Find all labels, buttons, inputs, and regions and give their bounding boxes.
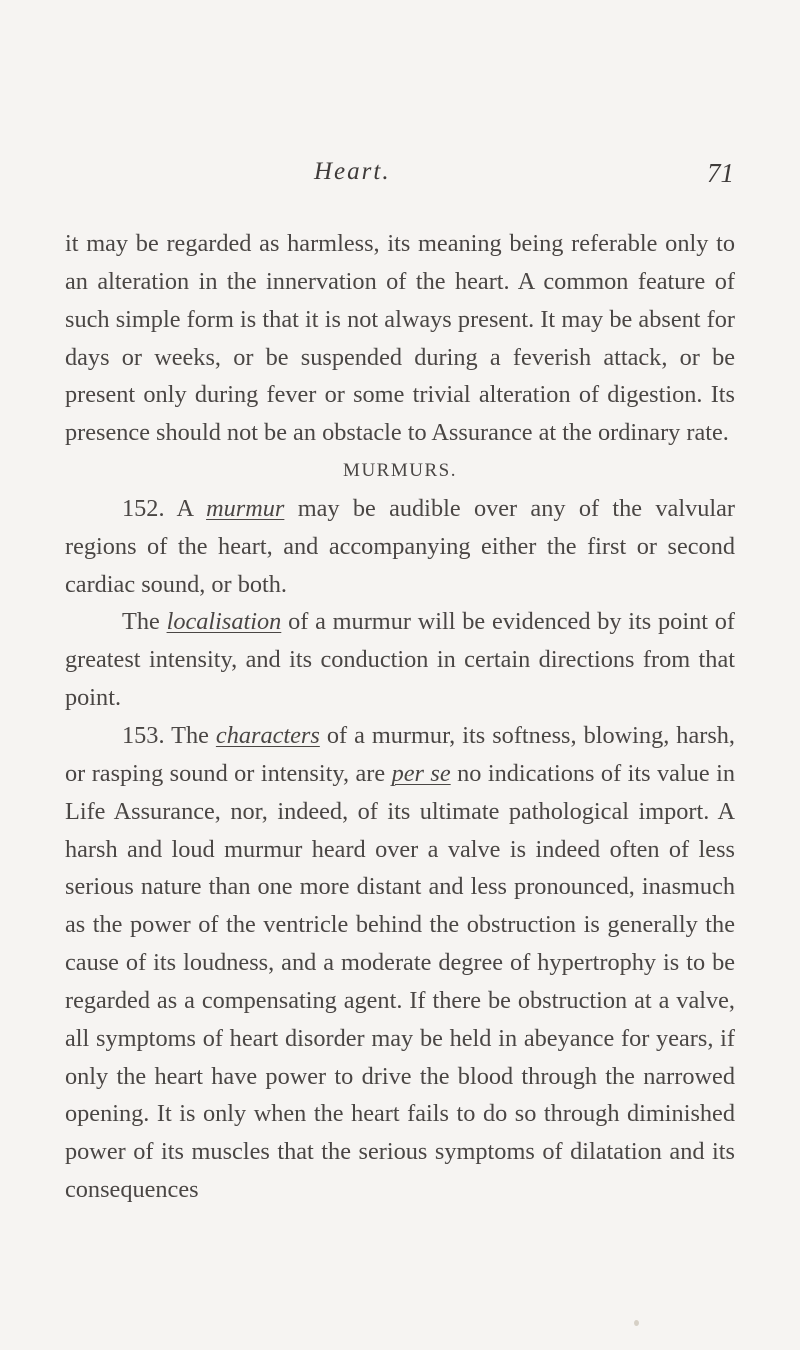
paragraph-text: may be audible over any of the valvular regions of the heart, and accompanying either the first or second cardiac sound, or both. <box>65 494 735 598</box>
paragraph-152 <box>65 490 735 604</box>
paragraph-text: no indications of its value in Life Assurance, nor, indeed, of its ultimate pathological import. A harsh and loud murmur heard over a valve is indeed often of less serious nature than one more distant and less pronounced, inasmuch as the power of the ventricle behind the obstruction is generally the cause of its loudness, and a moderate degree of hypertrophy is to be regarded as a compensating agent. If there be obstruction at a valve, all symptoms of heart disorder may be held in abeyance for years, if only the heart have power to drive the blood through the narrowed opening. It is only when the heart fails to do so through diminished power of its muscles that the serious symptoms of dilatation and its consequences <box>65 759 735 1204</box>
paragraph-text: A <box>176 494 193 522</box>
emphasized-term: murmur <box>206 494 285 522</box>
paragraph-text: The <box>122 608 160 636</box>
section-heading: MURMURS. <box>343 460 457 482</box>
paragraph-number: 152. <box>122 494 165 522</box>
running-head <box>314 158 734 198</box>
body-text <box>65 225 735 1209</box>
emphasized-term: per se <box>391 759 451 787</box>
paragraph-text: of a murmur will be evidenced by its point of greatest intensity, and its conduction in certain directions from that point. <box>65 608 735 712</box>
running-title: Heart. <box>314 158 391 185</box>
paragraph-text: of a murmur, its softness, blowing, harsh, or rasping sound or intensity, are <box>65 721 736 787</box>
paper-speck <box>634 1320 639 1326</box>
paragraph-153 <box>65 717 735 1209</box>
paragraph-localisation <box>65 603 735 717</box>
page-number: 71 <box>707 158 734 188</box>
paragraph-text: The <box>171 721 209 749</box>
paragraph-continued: it may be regarded as harmless, its meaning being referable only to an alteration in the innervation of the heart. A common feature of such simple form is that it is not always present. It may be absent for days or weeks, or be suspended during a feverish attack, or be present only during fever or some trivial alteration of digestion. Its presence should not be an obstacle to Assurance at the ordinary rate. <box>65 230 735 447</box>
paragraph-number: 153. <box>122 721 165 749</box>
emphasized-term: localisation <box>166 608 282 636</box>
emphasized-term: characters <box>215 721 320 749</box>
